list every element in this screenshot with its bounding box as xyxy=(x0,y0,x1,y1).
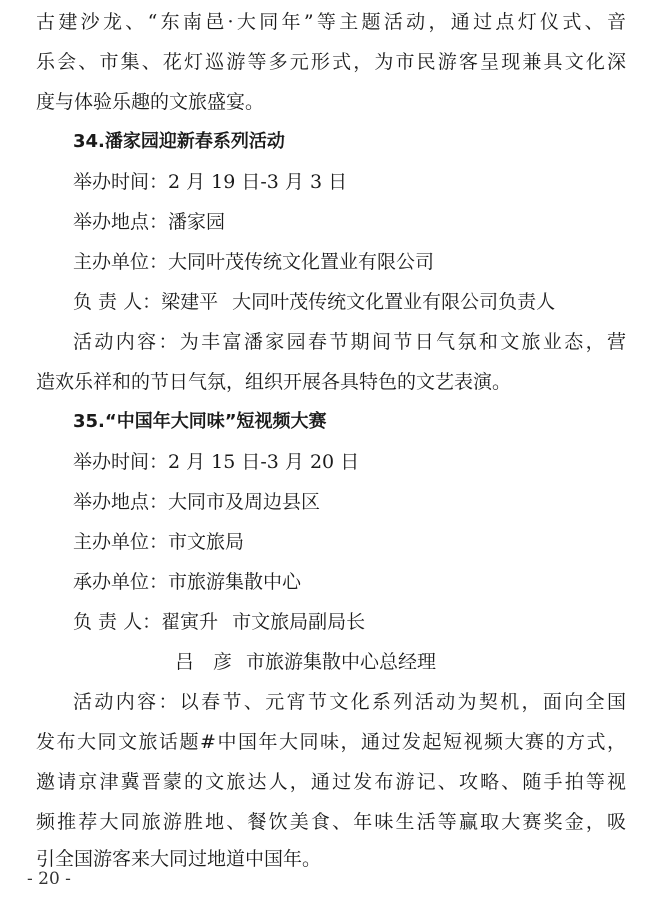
leader-name: 梁建平 xyxy=(161,291,219,313)
intro-paragraph-line: 乐会、市集、花灯巡游等多元形式，为市民游客呈现兼具文化深 xyxy=(36,51,626,73)
leader-title: 市文旅局副局长 xyxy=(232,611,366,633)
event-host: 主办单位：大同叶茂传统文化置业有限公司 xyxy=(73,251,435,273)
intro-paragraph-line: 度与体验乐趣的文旅盛宴。 xyxy=(36,91,265,113)
event-host: 主办单位：市文旅局 xyxy=(73,531,245,553)
event-time: 举办时间：2 月 15 日-3 月 20 日 xyxy=(73,451,360,473)
leader-title: 大同叶茂传统文化置业有限公司负责人 xyxy=(232,291,556,313)
section-heading-35: 35.“中国年大同味”短视频大赛 xyxy=(73,411,327,432)
event-content-line: 频推荐大同旅游胜地、餐饮美食、年味生活等赢取大赛奖金，吸 xyxy=(36,811,626,833)
event-leader xyxy=(73,282,626,322)
leader-title: 市旅游集散中心总经理 xyxy=(246,651,437,673)
leader-name: 吕 彦 xyxy=(175,651,233,673)
page-number: - 20 - xyxy=(27,869,71,889)
event-content-line: 活动内容：为丰富潘家园春节期间节日气氛和文旅业态，营 xyxy=(73,331,626,353)
event-content-line: 引全国游客来大同过地道中国年。 xyxy=(36,848,322,870)
section-heading-34: 34.潘家园迎新春系列活动 xyxy=(73,131,285,152)
leader-label: 负 责 人： xyxy=(73,611,162,633)
event-place: 举办地点：大同市及周边县区 xyxy=(73,491,321,513)
leader-name: 翟寅升 xyxy=(161,611,219,633)
leader-label: 负 责 人： xyxy=(73,291,162,313)
intro-paragraph-line: 古建沙龙、“东南邑·大同年”等主题活动，通过点灯仪式、音 xyxy=(36,11,626,33)
event-content-line: 造欢乐祥和的节日气氛，组织开展各具特色的文艺表演。 xyxy=(36,371,512,393)
event-content-line: 发布大同文旅话题#中国年大同味，通过发起短视频大赛的方式， xyxy=(36,731,626,753)
event-organizer: 承办单位：市旅游集散中心 xyxy=(73,571,302,593)
event-leader-second xyxy=(175,642,626,682)
event-content-line: 邀请京津冀晋蒙的文旅达人，通过发布游记、攻略、随手拍等视 xyxy=(36,771,626,793)
event-leader xyxy=(73,602,626,642)
event-place: 举办地点：潘家园 xyxy=(73,211,226,233)
event-time: 举办时间：2 月 19 日-3 月 3 日 xyxy=(73,171,348,193)
event-content-line: 活动内容：以春节、元宵节文化系列活动为契机，面向全国 xyxy=(73,691,626,713)
